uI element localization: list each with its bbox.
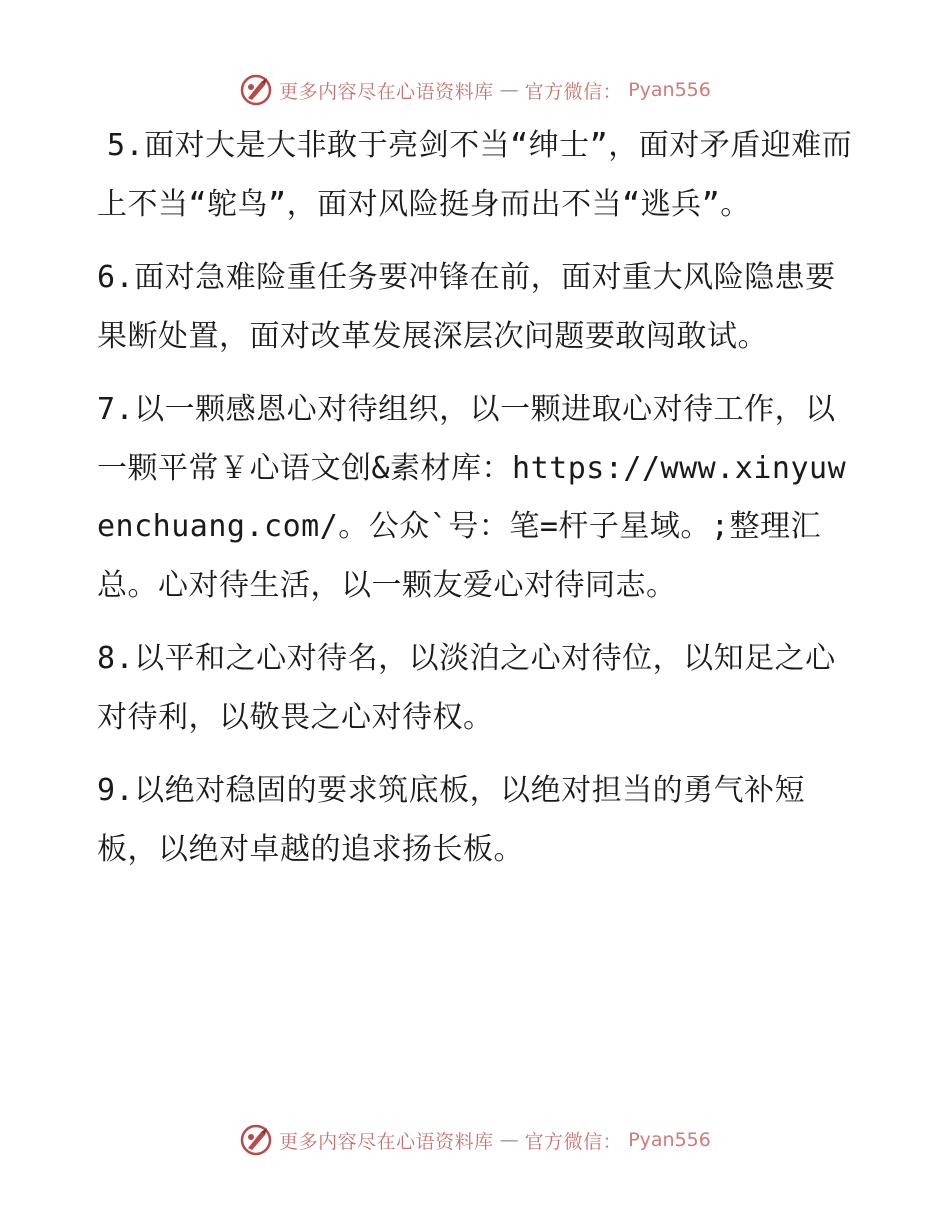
banner-separator: — — [499, 79, 519, 101]
quill-logo-icon — [239, 1123, 273, 1157]
wechat-id: Pyan556 — [628, 79, 711, 101]
document-body — [97, 117, 857, 894]
wechat-id: Pyan556 — [628, 1129, 711, 1151]
banner-separator: — — [499, 1129, 519, 1151]
paragraph-9: 9.以绝对稳固的要求筑底板，以绝对担当的勇气补短板，以绝对卓越的追求扬长板。 — [97, 773, 806, 867]
footer-banner — [0, 1120, 950, 1160]
header-banner — [0, 70, 950, 110]
paragraph-6: 6.面对急难险重任务要冲锋在前，面对重大风险隐患要果断处置，面对改革发展深层次问题要敢闯敢试。 — [97, 260, 836, 354]
header-banner-inner — [239, 73, 711, 107]
wechat-label: 官方微信： — [524, 80, 623, 103]
footer-banner-inner — [239, 1123, 711, 1157]
wechat-label: 官方微信： — [524, 1130, 623, 1153]
quill-logo-icon — [239, 73, 273, 107]
banner-title: 更多内容尽在心语资料库 — [279, 80, 494, 103]
paragraph-7: 7.以一颗感恩心对待组织，以一颗进取心对待工作，以一颗平常￥心语文创&素材库：https://www.xinyuwenchuang.com/。公众`号：笔=杆子星域。;整理汇总。心对待生活，以一颗友爱心对待同志。 — [97, 392, 847, 603]
banner-title: 更多内容尽在心语资料库 — [279, 1130, 494, 1153]
paragraph-5: 5.面对大是大非敢于亮剑不当“绅士”，面对矛盾迎难而上不当“鸵鸟”，面对风险挺身而出不当“逃兵”。 — [97, 128, 853, 222]
paragraph-8: 8.以平和之心对待名，以淡泊之心对待位，以知足之心对待利，以敬畏之心对待权。 — [97, 641, 836, 735]
